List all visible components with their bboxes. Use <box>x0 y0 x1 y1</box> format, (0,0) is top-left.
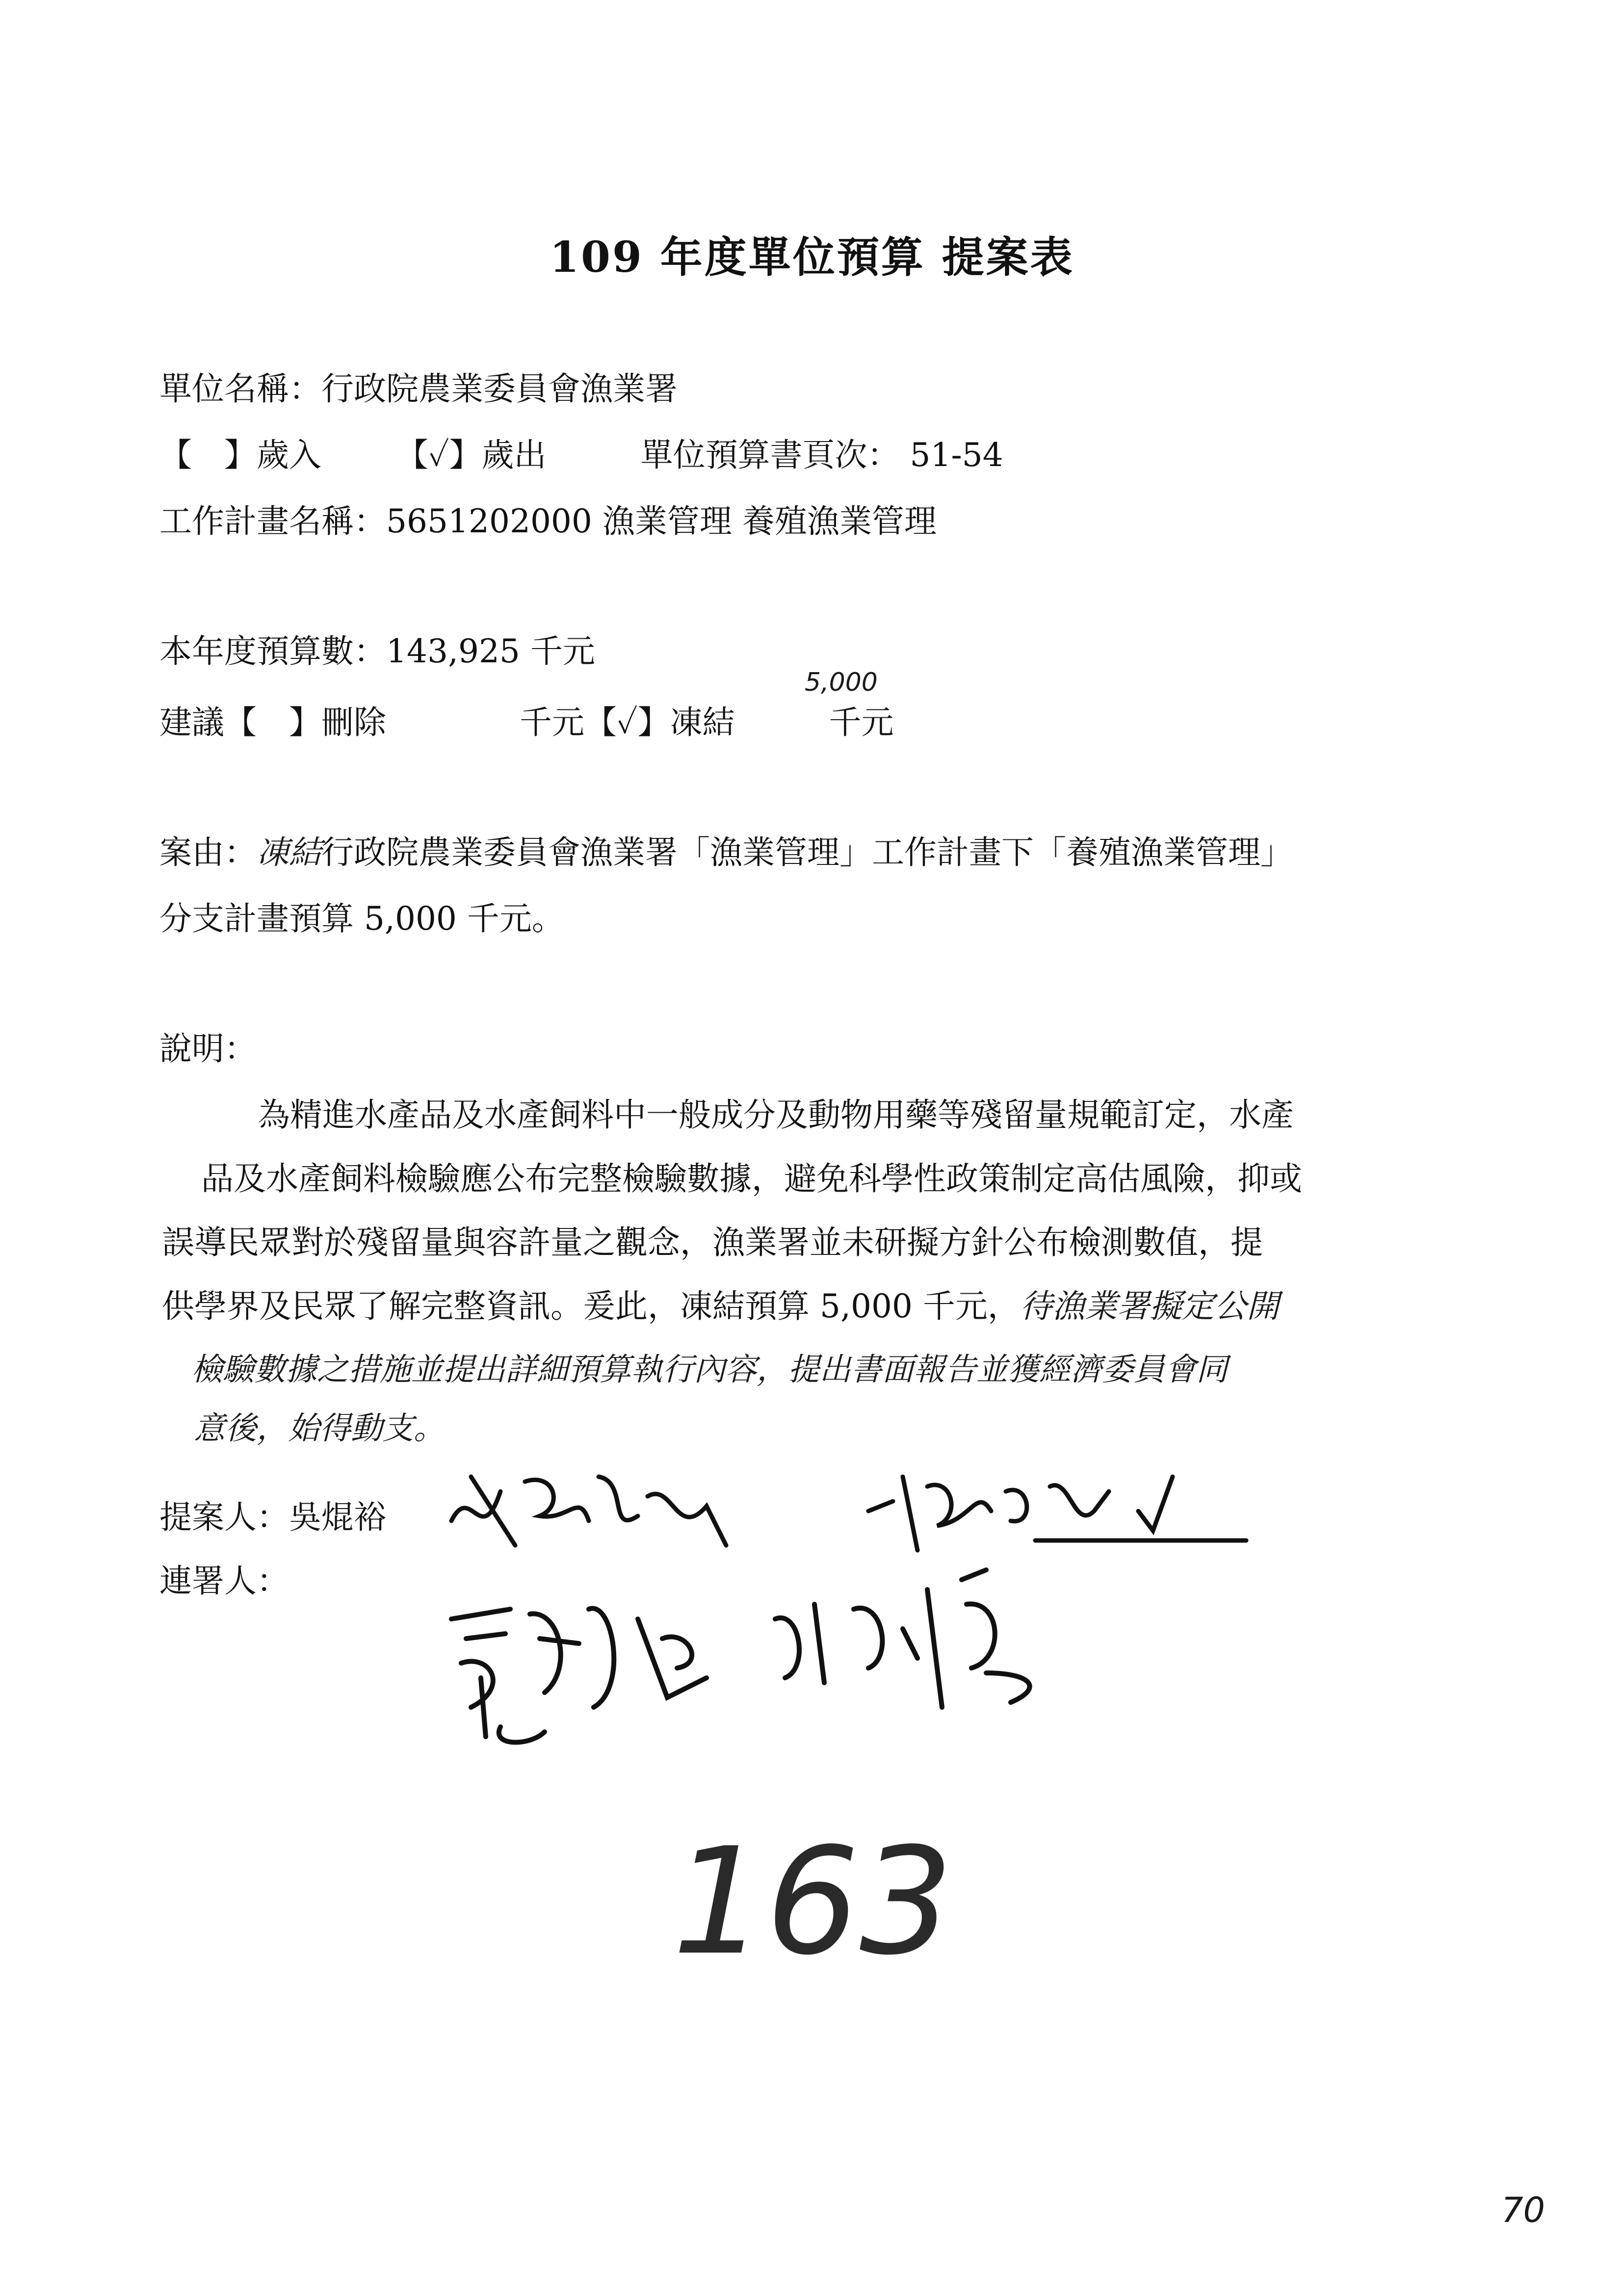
explain-handwritten-3: 意後，始得動支。 <box>194 1410 445 1447</box>
proposer-signature <box>442 1462 785 1562</box>
expenditure-checkbox: 【✓】歲出 <box>395 436 547 474</box>
explain-label: 說明： <box>159 1030 257 1068</box>
suggestion-row <box>159 706 894 739</box>
reason-line-2: 分支計畫預算 5,000 千元。 <box>159 900 564 938</box>
explain-handwritten-2: 檢驗數據之措施並提出詳細預算執行內容，提出書面報告並獲經濟委員會同 <box>191 1352 1228 1388</box>
reason-label: 案由： <box>159 834 257 871</box>
handwritten-number <box>667 1816 962 1987</box>
thousand-unit-2: 千元 <box>829 704 894 741</box>
revenue-checkbox: 【 】歲入 <box>159 436 321 474</box>
explain-line-4 <box>162 1287 1279 1325</box>
cosigner-signature-2 <box>432 1580 746 1758</box>
unit-name-row <box>159 370 678 408</box>
suggest-label: 建議 <box>159 704 224 741</box>
explain-line-3: 誤導民眾對於殘留量與容許量之觀念，漁業署並未研擬方針公布檢測數值，提 <box>162 1224 1263 1261</box>
page-ref-value: 51-54 <box>910 436 1003 474</box>
budget-type-row <box>159 436 1003 474</box>
unit-name-label: 單位名稱： <box>159 370 321 408</box>
explain-line-1: 為精進水產品及水產飼料中一般成分及動物用藥等殘留量規範訂定，水產 <box>258 1096 1294 1134</box>
explain-line-2: 品及水產飼料檢驗應公布完整檢驗數據，避免科學性政策制定高估風險，抑或 <box>201 1160 1302 1198</box>
unit-name-value: 行政院農業委員會漁業署 <box>321 370 678 408</box>
budget-value: 143,925 千元 <box>386 632 595 670</box>
plan-row <box>159 502 937 540</box>
explain-handwritten-1: 待漁業署擬定公開 <box>1020 1287 1279 1325</box>
thousand-unit-1: 千元 <box>519 704 584 741</box>
cosigner-label: 連署人： <box>159 1562 289 1600</box>
proposer-row <box>159 1498 386 1536</box>
delete-checkbox: 【 】刪除 <box>224 704 386 741</box>
cosigner-signature-3 <box>756 1560 1079 1729</box>
page-title: 109 年度單位預算 提案表 <box>550 233 1074 282</box>
handwritten-number-text: 163 <box>672 1816 953 1987</box>
proposer-label: 提案人： <box>159 1498 289 1536</box>
page-ref-label: 單位預算書頁次： <box>640 436 900 474</box>
budget-row <box>159 632 595 670</box>
reason-line-1: 行政院農業委員會漁業署「漁業管理」工作計畫下「養殖漁業管理」 <box>321 834 1293 871</box>
budget-label: 本年度預算數： <box>159 632 386 670</box>
explain-line-4-text: 供學界及民眾了解完整資訊。爰此，凍結預算 5,000 千元， <box>162 1287 1020 1325</box>
freeze-amount-handwritten: 5,000 <box>805 668 878 697</box>
plan-value: 5651202000 漁業管理 養殖漁業管理 <box>386 502 937 540</box>
cosigner-signature-1 <box>864 1457 1256 1557</box>
page-number: 70 <box>1501 2190 1545 2230</box>
reason-handwritten-prefix: 凍結 <box>257 834 321 871</box>
proposer-name: 吳焜裕 <box>289 1498 386 1536</box>
plan-label: 工作計畫名稱： <box>159 502 386 540</box>
freeze-checkbox: 【✓】凍結 <box>584 704 735 741</box>
reason-row-1 <box>159 836 1293 869</box>
